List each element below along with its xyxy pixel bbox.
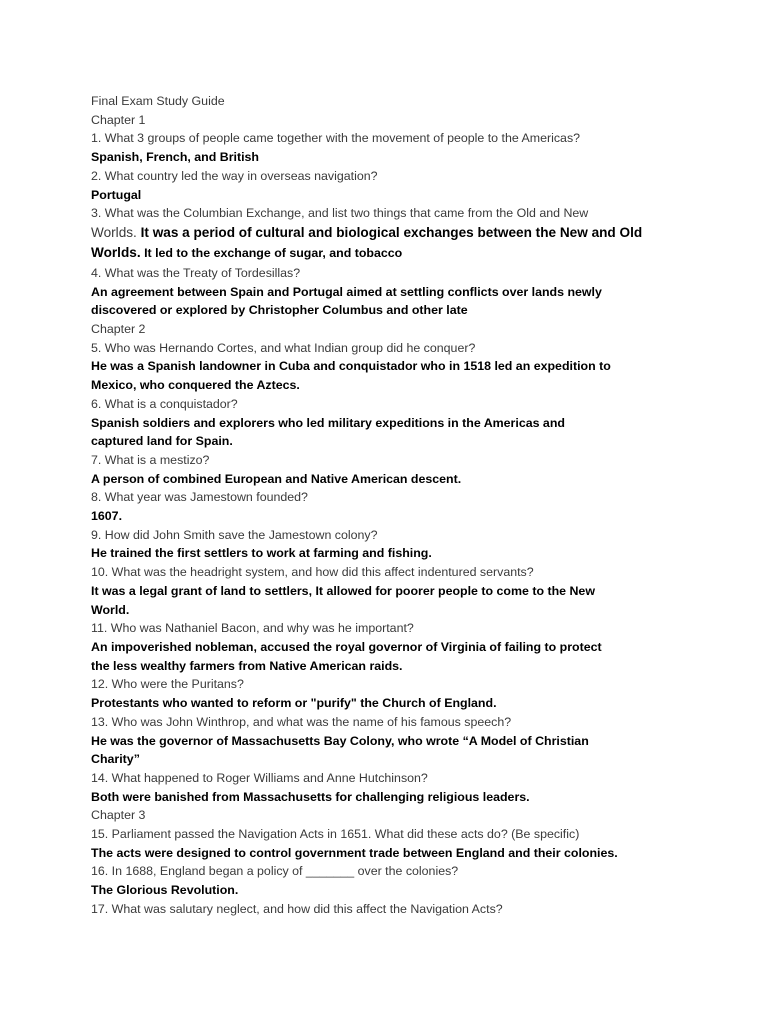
answer: Spanish soldiers and explorers who led military expeditions in the Americas and [91,415,565,430]
question: 8. What year was Jamestown founded? [91,490,308,505]
answer: 1607. [91,509,123,524]
question: 7. What is a mestizo? [91,452,210,467]
answer: He was the governor of Massachusetts Bay Colony, who wrote “A Model of Christian [91,733,589,748]
question-answer-line [91,223,691,244]
question: 17. What was salutary neglect, and how did this affect the Navigation Acts? [91,901,503,916]
question: 10. What was the headright system, and how did this affect indentured servants? [91,565,534,580]
answer: It led to the exchange of sugar, and tobacco [144,246,403,261]
question: 1. What 3 groups of people came together with the movement of people to the Americas? [91,131,581,146]
question: 16. In 1688, England began a policy of _______ over the colonies? [91,864,459,879]
answer: World. [91,602,130,617]
question: 4. What was the Treaty of Tordesillas? [91,265,301,280]
answer: Both were banished from Massachusetts for challenging religious leaders. [91,789,530,804]
question: Worlds. [91,224,137,240]
question: 3. What was the Columbian Exchange, and list two things that came from the Old and New [91,206,589,221]
answer: Charity” [91,752,140,767]
doc-title: Final Exam Study Guide [91,94,225,108]
chapter-heading: Chapter 2 [91,322,146,337]
answer-line [91,243,691,264]
question: 11. Who was Nathaniel Bacon, and why was he important? [91,621,414,636]
answer: the less wealthy farmers from Native American raids. [91,658,403,673]
answer: Mexico, who conquered the Aztecs. [91,378,300,393]
answer: The acts were designed to control government trade between England and their colonies. [91,845,618,860]
answer: The Glorious Revolution. [91,883,239,898]
answer: It was a period of cultural and biological exchanges between the New and Old [140,224,643,240]
question: 9. How did John Smith save the Jamestown colony? [91,527,378,542]
answer: It was a legal grant of land to settlers, It allowed for poorer people to come to the New [91,583,595,598]
answer: Worlds. [91,245,141,261]
question: 15. Parliament passed the Navigation Acts in 1651. What did these acts do? (Be specific) [91,827,580,842]
answer: discovered or explored by Christopher Columbus and other late [91,303,468,318]
chapter-heading: Chapter 1 [91,112,146,127]
answer: Portugal [91,187,142,202]
question: 2. What country led the way in overseas navigation? [91,168,378,183]
study-guide-page [91,92,691,919]
chapter-heading: Chapter 3 [91,808,146,823]
answer: A person of combined European and Native American descent. [91,471,462,486]
answer: An impoverished nobleman, accused the royal governor of Virginia of failing to protect [91,639,602,654]
question: 5. Who was Hernando Cortes, and what Indian group did he conquer? [91,340,476,355]
answer: He was a Spanish landowner in Cuba and conquistador who in 1518 led an expedition to [91,359,611,374]
question: 12. Who were the Puritans? [91,677,244,692]
question: 13. Who was John Winthrop, and what was the name of his famous speech? [91,714,512,729]
question: 6. What is a conquistador? [91,396,238,411]
answer: An agreement between Spain and Portugal aimed at settling conflicts over lands newly [91,284,602,299]
answer: captured land for Spain. [91,434,233,449]
answer: Protestants who wanted to reform or "purify" the Church of England. [91,696,497,711]
answer: He trained the first settlers to work at farming and fishing. [91,546,432,561]
question: 14. What happened to Roger Williams and Anne Hutchinson? [91,770,428,785]
answer: Spanish, French, and British [91,150,259,165]
